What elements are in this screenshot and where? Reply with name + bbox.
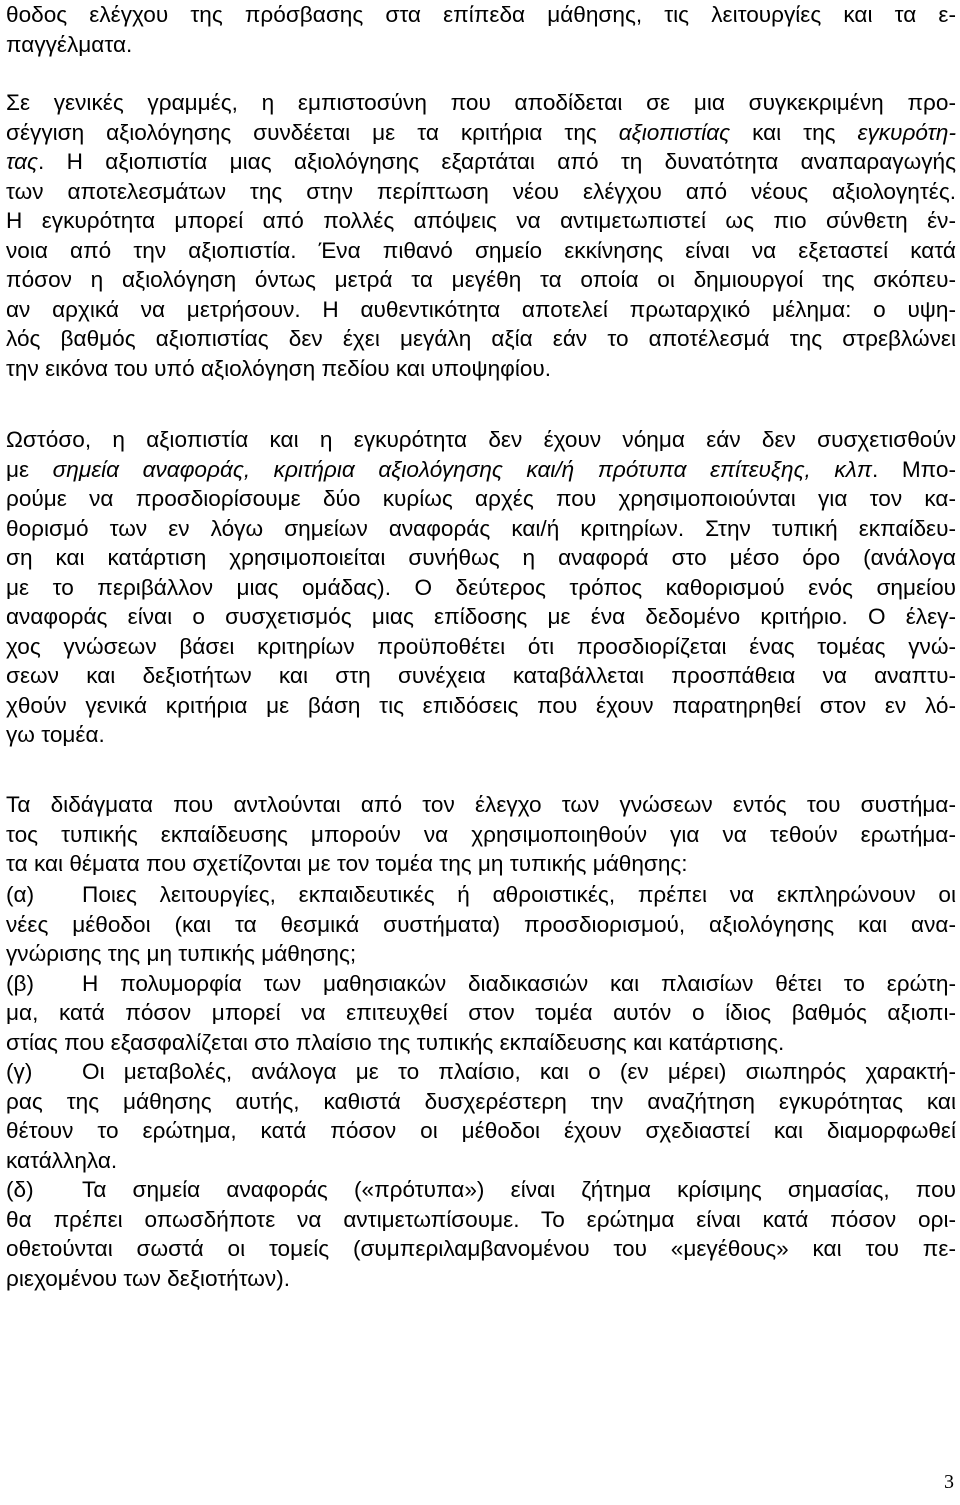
text-line — [6, 1175, 956, 1205]
text-line: με το περιβάλλον μιας ομάδας). Ο δεύτερος τρόπος καθορισμού ενός σημείου — [6, 574, 956, 600]
text-line: παγγέλματα. — [6, 31, 133, 57]
list-item — [6, 880, 956, 969]
text-line: λός βαθμός αξιοπιστίας δεν έχει μεγάλη αξία εάν το αποτέλεσμά της στρεβλώνει — [6, 326, 956, 351]
text-line: με σημεία αναφοράς, κριτήρια αξιολόγησης και/ή πρότυπα επίτευξης, κλπ. Μπο- — [6, 456, 956, 482]
text-line: τος τυπικής εκπαίδευσης μπορούν να χρησιμοποιηθούν για να τεθούν ερωτήμα- — [6, 821, 956, 847]
text-line: θέτουν το ερώτημα, κατά πόσον οι μέθοδοι έχουν σχεδιαστεί και διαμορφωθεί — [6, 1118, 956, 1143]
text-line: κατάλληλα. — [6, 1147, 118, 1173]
text-line: νέες μέθοδοι (και τα θεσμικά συστήματα) προσδιορισμού, αξιολόγησης και ανα- — [6, 911, 956, 937]
text-line: στίας που εξασφαλίζεται στο πλαίσιο της τυπικής εκπαίδευσης και κατάρτισης. — [6, 1029, 785, 1055]
text-line: τα και θέματα που σχετίζονται με τον τομέα της μη τυπικής μάθησης: — [6, 851, 688, 876]
text-line: Η εγκυρότητα μπορεί από πολλές απόψεις να αντιμετωπιστεί ως πιο σύνθετη έν- — [6, 208, 956, 233]
emphasis-validity: εγκυρότη- — [857, 119, 956, 145]
text-line: χος γνώσεων βάσει κριτηρίων προϋποθέτει ότι προσδιορίζεται ένας τομέας γνώ- — [6, 633, 956, 659]
list-item — [6, 1175, 956, 1293]
text-line: μα, κατά πόσον μπορεί να επιτευχθεί στον τομέα αυτόν ο ίδιος βαθμός αξιοπι- — [6, 1000, 956, 1025]
text-line: θοδος ελέγχου της πρόσβασης στα επίπεδα μάθησης, τις λειτουργίες και τα ε- — [6, 2, 956, 27]
intro-paragraph — [6, 0, 956, 59]
emphasis-reliability: αξιοπιστίας — [618, 119, 731, 145]
question-list — [6, 880, 956, 1293]
text-line — [6, 1057, 956, 1087]
text-line — [6, 880, 956, 910]
emphasis-reference-points: σημεία αναφοράς, κριτήρια αξιολόγησης και/ή πρότυπα επίτευξης, κλπ — [52, 456, 872, 482]
text-line: θορισμό των εν λόγω σημείων αναφοράς και/ή κριτηρίων. Στην τυπική εκπαίδευ- — [6, 515, 956, 541]
text-line: Τα διδάγματα που αντλούνται από τον έλεγχο των γνώσεων εντός του συστήμα- — [6, 792, 956, 817]
list-item-label: (α) — [6, 882, 35, 907]
text-line: των αποτελεσμάτων της στην περίπτωση νέου ελέγχου από νέους αξιολογητές. — [6, 178, 956, 204]
text-line: νοια από την αξιοπιστία. Ένα πιθανό σημείο εκκίνησης είναι να εξεταστεί κατά — [6, 237, 956, 263]
text-line: πόσον η αξιολόγηση όντως μετρά τα μεγέθη τα οποία οι δημιουργοί της σκόπευ- — [6, 267, 956, 292]
list-item-text: Τα σημεία αναφοράς («πρότυπα») είναι ζήτημα κρίσιμης σημασίας, που — [82, 1177, 956, 1202]
list-item — [6, 969, 956, 1058]
list-item-text: Ποιες λειτουργίες, εκπαιδευτικές ή αθροιστικές, πρέπει να εκπληρώνουν οι — [82, 882, 956, 907]
list-item-label: (γ) — [6, 1059, 33, 1084]
list-item-text: Οι μεταβολές, ανάλογα με το πλαίσιο, και ο (εν μέρει) σιωπηρός χαρακτή- — [82, 1059, 956, 1084]
text-line: σεων και δεξιοτήτων και στη συνέχεια καταβάλλεται προσπάθεια να αναπτυ- — [6, 663, 956, 688]
text-line: χθούν γενικά κριτήρια με βάση τις επιδόσεις που έχουν παρατηρηθεί στον εν λό- — [6, 692, 956, 718]
paragraph-reference-points — [6, 425, 956, 750]
text-line: αναφοράς είναι ο συσχετισμός μιας επίδοσης με ένα δεδομένο κριτήριο. Ο έλεγ- — [6, 604, 956, 629]
list-item-label: (δ) — [6, 1177, 34, 1202]
list-item — [6, 1057, 956, 1175]
list-item-label: (β) — [6, 970, 35, 996]
text-line: ση και κατάρτιση χρησιμοποιείται συνήθως η αναφορά στο μέσο όρο (ανάλογα — [6, 545, 956, 570]
text-line: τας. Η αξιοπιστία μιας αξιολόγησης εξαρτάται από τη δυνατότητα αναπαραγωγής — [6, 149, 956, 174]
text-line: ρούμε να προσδιορίσουμε δύο κυρίως αρχές που χρησιμοποιούνται για τον κα- — [6, 486, 956, 511]
text-line: την εικόνα του υπό αξιολόγηση πεδίου και υποψηφίου. — [6, 355, 552, 381]
text-line: σέγγιση αξιολόγησης συνδέεται με τα κριτήρια της αξιοπιστίας και της εγκυρότη- — [6, 119, 956, 145]
paragraph-lessons — [6, 790, 956, 879]
page-number: 3 — [944, 1471, 954, 1493]
text-line: αν αρχικά να μετρήσουν. Η αυθεντικότητα αποτελεί πρωταρχικό μέλημα: ο υψη- — [6, 296, 956, 322]
text-line: οθετούνται σωστά οι τομείς (συμπεριλαμβανομένου του «μεγέθους» και του πε- — [6, 1236, 956, 1261]
text-line: Σε γενικές γραμμές, η εμπιστοσύνη που αποδίδεται σε μια συγκεκριμένη προ- — [6, 90, 956, 115]
text-line: θα πρέπει οπωσδήποτε να αντιμετωπίσουμε. Το ερώτημα είναι κατά πόσον ορι- — [6, 1206, 956, 1232]
list-item-text: Η πολυμορφία των μαθησιακών διαδικασιών και πλαισίων θέτει το ερώτη- — [82, 970, 956, 996]
text-line — [6, 969, 956, 999]
text-line: γω τομέα. — [6, 722, 105, 747]
paragraph-reliability — [6, 88, 956, 383]
text-line: Ωστόσο, η αξιοπιστία και η εγκυρότητα δεν έχουν νόημα εάν δεν συσχετισθούν — [6, 427, 956, 452]
text-line: ριεχομένου των δεξιοτήτων). — [6, 1265, 291, 1291]
text-line: ρας της μάθησης αυτής, καθιστά δυσχερέστερη την αναζήτηση εγκυρότητας και — [6, 1088, 956, 1114]
text-line: γνώρισης της μη τυπικής μάθησης; — [6, 941, 357, 966]
